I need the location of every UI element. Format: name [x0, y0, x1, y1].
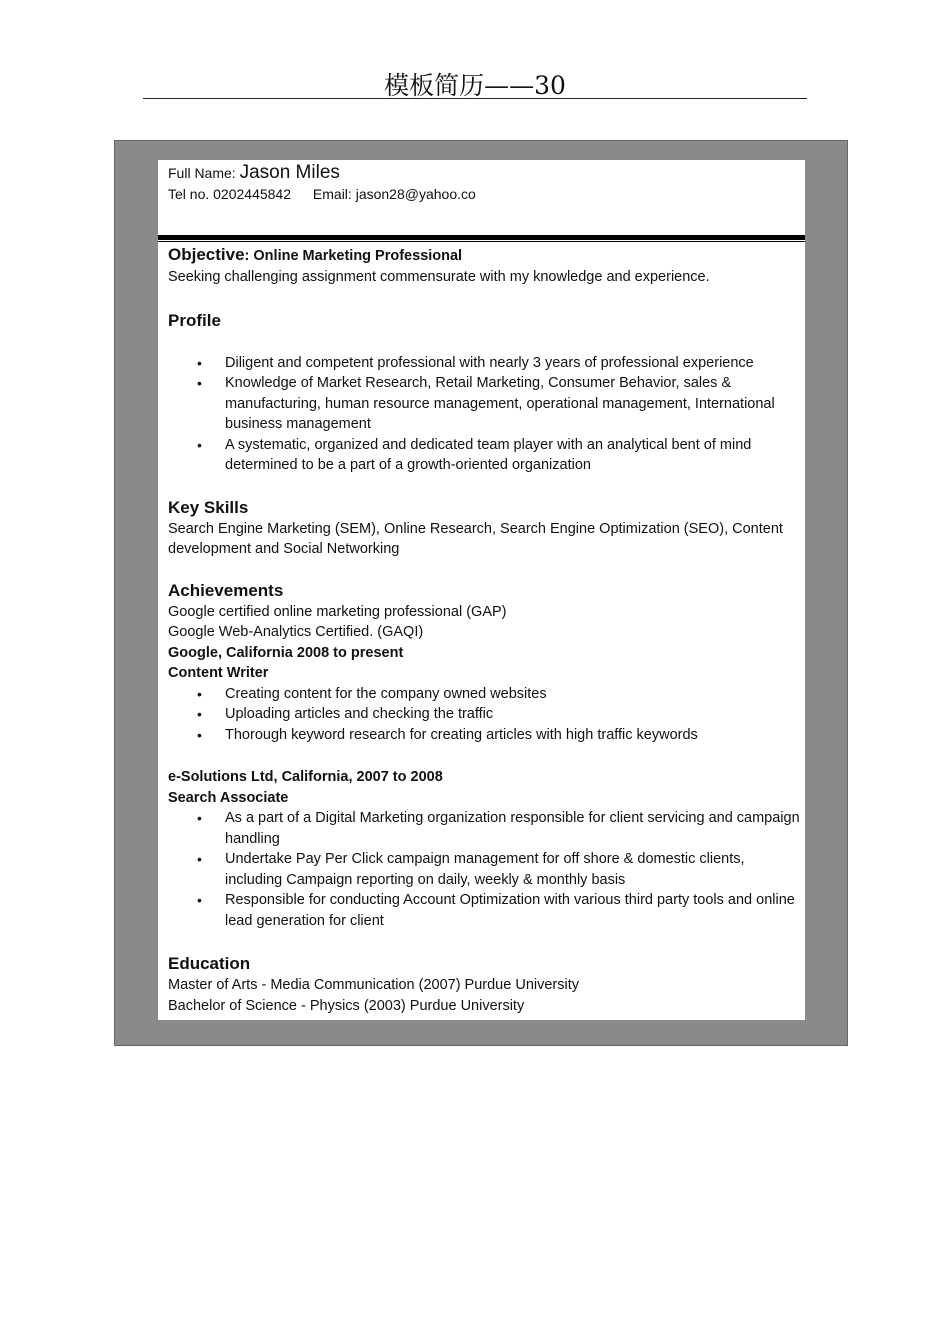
- tel-value: 0202445842: [213, 186, 292, 202]
- full-name: Jason Miles: [239, 162, 340, 183]
- name-line: [168, 162, 798, 184]
- resume-body: [168, 244, 800, 1016]
- education-line: Bachelor of Science - Physics (2003) Purdue University: [168, 997, 525, 1014]
- list-item: • As a part of a Digital Marketing organization responsible for client servicing and campaign handling: [168, 808, 800, 849]
- job-company: e-Solutions Ltd, California, 2007 to 2008: [168, 769, 443, 785]
- achievements-heading: Achievements: [168, 580, 284, 600]
- list-item: • A systematic, organized and dedicated team player with an analytical bent of mind determined to be a part of a growth-oriented organization: [168, 435, 800, 476]
- document-title: 模板简历——30: [384, 71, 566, 100]
- achievement-line: Google certified online marketing professional (GAP): [168, 603, 507, 620]
- achievement-line: Google Web-Analytics Certified. (GAQI): [168, 624, 424, 640]
- email-value: jason28@yahoo.co: [355, 186, 476, 202]
- list-item: • Knowledge of Market Research, Retail Marketing, Consumer Behavior, sales & manufacturing, human resource management, operational management, International business management: [168, 373, 800, 435]
- job-role: Content Writer: [168, 665, 269, 681]
- resume-frame: [114, 140, 848, 1046]
- job-duties-list: [168, 808, 800, 931]
- email-label: Email:: [312, 186, 352, 202]
- job-company: Google, California 2008 to present: [168, 644, 404, 661]
- list-item: • Undertake Pay Per Click campaign management for off shore & domestic clients, including Campaign reporting on daily, weekly & monthly basis: [168, 849, 800, 890]
- skills-heading: Key Skills: [168, 497, 249, 517]
- job-duties-list: [168, 684, 800, 746]
- list-item: • Thorough keyword research for creating articles with high traffic keywords: [168, 725, 800, 746]
- objective-heading: [168, 244, 800, 267]
- section-divider-thick: [158, 235, 805, 240]
- profile-list: [168, 353, 800, 476]
- list-item: • Uploading articles and checking the traffic: [168, 704, 800, 725]
- objective-text: Seeking challenging assignment commensurate with my knowledge and experience.: [168, 269, 710, 285]
- profile-heading: Profile: [168, 310, 221, 330]
- education-line: Master of Arts - Media Communication (2007) Purdue University: [168, 977, 579, 993]
- tel-label: Tel no.: [168, 186, 210, 202]
- skills-text: Search Engine Marketing (SEM), Online Research, Search Engine Optimization (SEO), Content development and Social Networking: [168, 520, 783, 557]
- list-item: • Creating content for the company owned websites: [168, 684, 800, 705]
- list-item: • Diligent and competent professional with nearly 3 years of professional experience: [168, 353, 800, 374]
- job-role: Search Associate: [168, 789, 289, 806]
- list-item: • Responsible for conducting Account Optimization with various third party tools and online lead generation for client: [168, 890, 800, 931]
- education-heading: Education: [168, 954, 251, 973]
- contact-line: [168, 184, 798, 205]
- objective-heading-text: Objective: [168, 245, 245, 264]
- resume-sheet: [158, 160, 805, 1020]
- title-underline: [143, 98, 807, 99]
- objective-title: : Online Marketing Professional: [244, 248, 463, 264]
- section-divider-thin: [158, 241, 805, 242]
- contact-block: [168, 162, 798, 205]
- name-label: Full Name:: [168, 165, 236, 181]
